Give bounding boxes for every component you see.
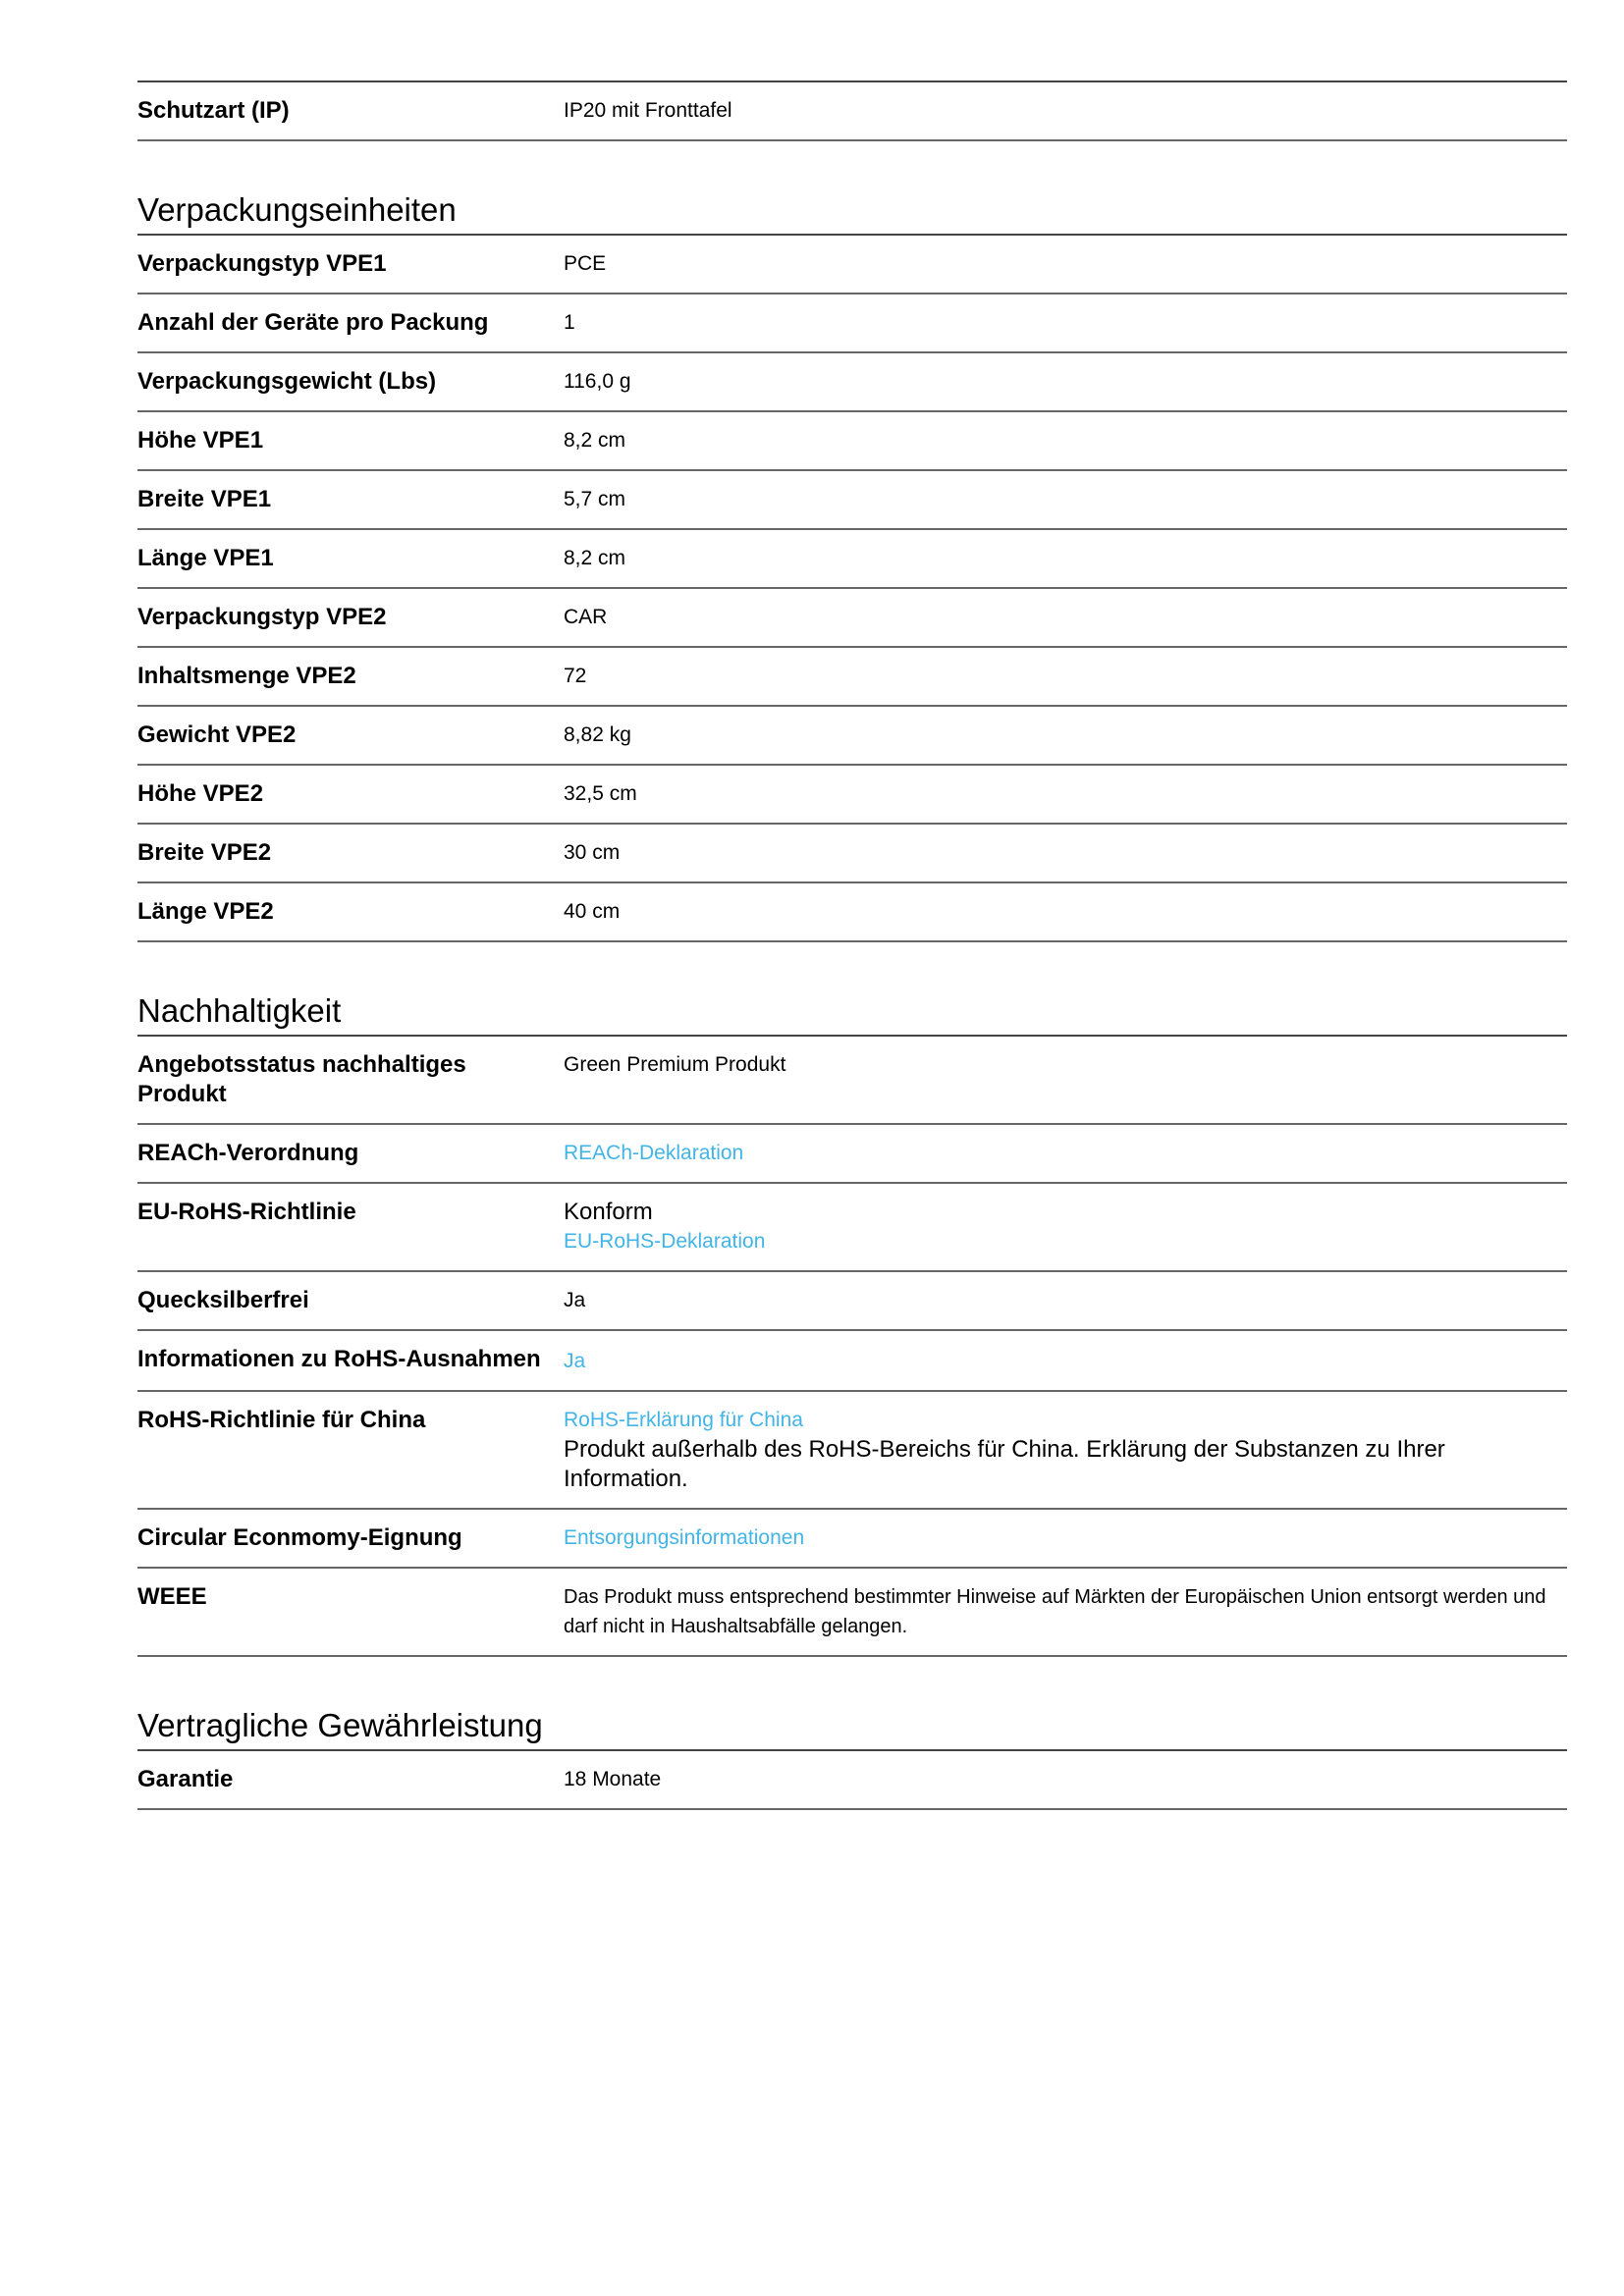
table-row (137, 1751, 1567, 1810)
reach-declaration-link[interactable]: REACh-Deklaration (564, 1142, 744, 1164)
table-row (137, 825, 1567, 883)
spec-value: Ja (564, 1289, 586, 1311)
spec-value: 8,82 kg (564, 723, 631, 746)
spec-value: CAR (564, 606, 608, 628)
spec-label: Höhe VPE1 (137, 427, 264, 454)
table-row (137, 707, 1567, 766)
spec-label: Garantie (137, 1766, 234, 1792)
spec-value: 72 (564, 665, 587, 687)
spec-label: Quecksilberfrei (137, 1287, 309, 1313)
spec-label: Circular Econmomy-Eignung (137, 1524, 462, 1551)
spec-label: Schutzart (IP) (137, 97, 290, 124)
protection-table (137, 80, 1567, 141)
datasheet-page (137, 80, 1567, 1810)
table-row (137, 80, 1567, 141)
table-row (137, 883, 1567, 942)
spec-value: 8,2 cm (564, 547, 626, 569)
rohs-exemptions-link[interactable]: Ja (564, 1350, 586, 1372)
table-row (137, 294, 1567, 353)
spec-label: Höhe VPE2 (137, 780, 264, 807)
table-row (137, 1037, 1567, 1125)
spec-label: REACh-Verordnung (137, 1140, 359, 1166)
spec-value (564, 1198, 1567, 1256)
warranty-table (137, 1751, 1567, 1810)
spec-label: Anzahl der Geräte pro Packung (137, 309, 489, 336)
china-rohs-declaration-link[interactable]: RoHS-Erklärung für China (564, 1409, 803, 1431)
table-row (137, 471, 1567, 530)
sustainability-table (137, 1037, 1567, 1657)
spec-label: Breite VPE2 (137, 839, 272, 866)
spec-value (564, 1345, 1567, 1376)
table-row (137, 1272, 1567, 1331)
spec-value: 1 (564, 311, 575, 334)
table-row (137, 530, 1567, 589)
table-row (137, 1510, 1567, 1569)
spec-value: 8,2 cm (564, 429, 626, 452)
section-title-sustainability: Nachhaltigkeit (137, 942, 1567, 1037)
spec-label: RoHS-Richtlinie für China (137, 1407, 426, 1433)
spec-value: 116,0 g (564, 370, 631, 393)
table-row (137, 236, 1567, 294)
spec-label: EU-RoHS-Richtlinie (137, 1199, 356, 1225)
spec-value: Green Premium Produkt (564, 1053, 786, 1076)
table-row (137, 1569, 1567, 1657)
table-row (137, 648, 1567, 707)
spec-label: Breite VPE1 (137, 486, 272, 512)
spec-label: Informationen zu RoHS-Ausnahmen (137, 1346, 541, 1372)
spec-value: 32,5 cm (564, 782, 637, 805)
spec-label: WEEE (137, 1583, 207, 1610)
spec-value: 5,7 cm (564, 488, 626, 510)
spec-label: Länge VPE2 (137, 898, 274, 925)
table-row (137, 1392, 1567, 1510)
spec-label: Inhaltsmenge VPE2 (137, 663, 356, 689)
disposal-info-link[interactable]: Entsorgungsinformationen (564, 1526, 805, 1549)
spec-value (564, 1523, 1567, 1553)
section-title-packaging: Verpackungseinheiten (137, 141, 1567, 236)
spec-label: Verpackungstyp VPE1 (137, 250, 387, 277)
packaging-table (137, 236, 1567, 942)
eu-rohs-declaration-link[interactable]: EU-RoHS-Deklaration (564, 1230, 766, 1253)
spec-value: IP20 mit Fronttafel (564, 99, 732, 122)
china-rohs-note: Produkt außerhalb des RoHS-Bereichs für China. Erklärung der Substanzen zu Ihrer Information. (564, 1436, 1445, 1492)
table-row (137, 766, 1567, 825)
spec-label: Verpackungstyp VPE2 (137, 604, 387, 630)
table-row (137, 1125, 1567, 1184)
spec-value: 30 cm (564, 841, 621, 864)
table-row (137, 353, 1567, 412)
spec-label: Verpackungsgewicht (Lbs) (137, 368, 437, 395)
spec-value (564, 1139, 1567, 1168)
spec-value (564, 1406, 1567, 1494)
spec-value: 40 cm (564, 900, 621, 923)
section-title-warranty: Vertragliche Gewährleistung (137, 1657, 1567, 1751)
spec-label: Gewicht VPE2 (137, 721, 297, 748)
table-row (137, 589, 1567, 648)
spec-label: Länge VPE1 (137, 545, 274, 571)
spec-value: 18 Monate (564, 1768, 662, 1790)
weee-note: Das Produkt muss entsprechend bestimmter Hinweise auf Märkten der Europäischen Union entsorgt werden und darf nicht in Haushaltsabfälle gelangen. (564, 1586, 1546, 1637)
table-row (137, 1184, 1567, 1272)
spec-value (564, 1582, 1567, 1641)
table-row (137, 412, 1567, 471)
rohs-status-text: Konform (564, 1199, 653, 1225)
spec-value: PCE (564, 252, 607, 275)
table-row (137, 1331, 1567, 1392)
spec-label: Angebotsstatus nachhaltiges Produkt (137, 1051, 466, 1107)
